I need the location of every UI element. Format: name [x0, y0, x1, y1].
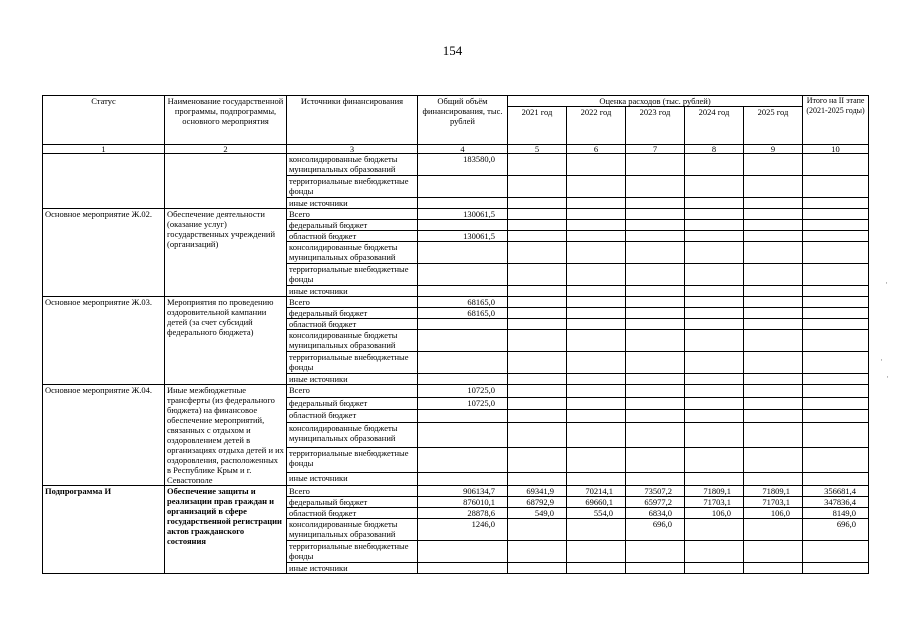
row-value-2024	[685, 286, 744, 297]
row-stage-total	[803, 297, 869, 308]
column-number: 1	[43, 145, 165, 154]
row-value-2024: 71703,1	[685, 497, 744, 508]
row-value-2024	[685, 448, 744, 473]
row-value-2024	[685, 563, 744, 574]
row-value-2025	[744, 410, 803, 423]
row-total	[418, 286, 508, 297]
row-value-2025	[744, 264, 803, 286]
row-value-2022	[567, 352, 626, 374]
table-row	[43, 209, 869, 220]
row-status: Основное мероприятие Ж.03.	[43, 297, 165, 385]
row-total	[418, 473, 508, 486]
row-value-2022	[567, 330, 626, 352]
row-value-2023	[626, 410, 685, 423]
row-value-2021	[508, 563, 567, 574]
row-value-2022	[567, 519, 626, 541]
row-value-2024	[685, 330, 744, 352]
row-stage-total	[803, 198, 869, 209]
scan-mark: ·	[880, 355, 883, 365]
row-status: Подпрограмма И	[43, 486, 165, 574]
row-value-2025	[744, 242, 803, 264]
row-value-2022	[567, 473, 626, 486]
row-source: территориальные внебюджетные фонды	[287, 264, 418, 286]
row-total: 130061,5	[418, 209, 508, 220]
row-value-2021	[508, 410, 567, 423]
row-value-2022: 554,0	[567, 508, 626, 519]
row-value-2023	[626, 209, 685, 220]
row-value-2023	[626, 308, 685, 319]
row-value-2024	[685, 209, 744, 220]
row-source: федеральный бюджет	[287, 220, 418, 231]
row-value-2022	[567, 198, 626, 209]
row-source: иные источники	[287, 374, 418, 385]
row-value-2023: 6834,0	[626, 508, 685, 519]
row-source: территориальные внебюджетные фонды	[287, 448, 418, 473]
row-total: 68165,0	[418, 308, 508, 319]
row-source: иные источники	[287, 473, 418, 486]
row-source: федеральный бюджет	[287, 397, 418, 410]
row-name	[165, 154, 287, 209]
row-value-2024	[685, 385, 744, 398]
row-status: Основное мероприятие Ж.02.	[43, 209, 165, 297]
row-total	[418, 352, 508, 374]
row-value-2023	[626, 563, 685, 574]
row-total	[418, 422, 508, 447]
row-name: Иные межбюджетные трансферты (из федерального бюджета) на финансовое обеспечение мероприятий, связанных с отдыхом и оздоровлением детей в организациях отдыха детей и их оздоровления, расположенных в Республике Крым и г. Севастополе	[165, 385, 287, 486]
row-value-2022	[567, 308, 626, 319]
row-stage-total	[803, 176, 869, 198]
page-number: 154	[442, 43, 463, 58]
row-stage-total	[803, 209, 869, 220]
row-source: Всего	[287, 297, 418, 308]
row-stage-total	[803, 422, 869, 447]
row-value-2021	[508, 422, 567, 447]
row-total: 68165,0	[418, 297, 508, 308]
row-total: 876010,1	[418, 497, 508, 508]
row-value-2024	[685, 410, 744, 423]
row-value-2022	[567, 231, 626, 242]
header-name: Наименование государственной программы, подпрограммы, основного мероприятия	[165, 96, 287, 145]
row-value-2025	[744, 297, 803, 308]
row-value-2024	[685, 242, 744, 264]
column-number: 6	[567, 145, 626, 154]
row-value-2021	[508, 385, 567, 398]
row-total	[418, 198, 508, 209]
row-value-2021	[508, 448, 567, 473]
row-value-2021	[508, 297, 567, 308]
header-status: Статус	[43, 96, 165, 145]
row-value-2025	[744, 286, 803, 297]
table-row	[43, 486, 869, 497]
row-stage-total	[803, 374, 869, 385]
row-source: консолидированные бюджеты муниципальных образований	[287, 242, 418, 264]
row-value-2021	[508, 397, 567, 410]
row-value-2025	[744, 473, 803, 486]
column-number: 8	[685, 145, 744, 154]
row-value-2023	[626, 198, 685, 209]
row-value-2024	[685, 220, 744, 231]
row-value-2025	[744, 220, 803, 231]
row-stage-total: 356681,4	[803, 486, 869, 497]
row-value-2023	[626, 319, 685, 330]
row-stage-total: 696,0	[803, 519, 869, 541]
row-value-2024	[685, 519, 744, 541]
row-source: иные источники	[287, 198, 418, 209]
row-source: областной бюджет	[287, 231, 418, 242]
row-value-2023	[626, 176, 685, 198]
row-value-2024	[685, 352, 744, 374]
table-row	[43, 385, 869, 398]
row-value-2021	[508, 308, 567, 319]
row-value-2025	[744, 308, 803, 319]
row-value-2022	[567, 154, 626, 176]
row-source: консолидированные бюджеты муниципальных образований	[287, 422, 418, 447]
row-value-2022	[567, 286, 626, 297]
row-value-2022	[567, 541, 626, 563]
table-row	[43, 154, 869, 176]
row-value-2025	[744, 231, 803, 242]
header-row-1	[43, 96, 869, 107]
row-value-2023	[626, 220, 685, 231]
row-value-2021	[508, 319, 567, 330]
header-stage-total: Итого на II этапе (2021-2025 годы)	[803, 96, 869, 145]
row-value-2021	[508, 374, 567, 385]
row-total	[418, 410, 508, 423]
row-value-2023	[626, 231, 685, 242]
row-value-2021: 69341,9	[508, 486, 567, 497]
row-total: 28878,6	[418, 508, 508, 519]
row-stage-total	[803, 397, 869, 410]
row-value-2023	[626, 264, 685, 286]
row-value-2025	[744, 352, 803, 374]
row-value-2025: 71809,1	[744, 486, 803, 497]
row-value-2024	[685, 422, 744, 447]
row-value-2023	[626, 330, 685, 352]
row-value-2024	[685, 541, 744, 563]
column-number: 5	[508, 145, 567, 154]
row-source: консолидированные бюджеты муниципальных образований	[287, 330, 418, 352]
row-stage-total	[803, 308, 869, 319]
row-value-2023	[626, 352, 685, 374]
row-name: Мероприятия по проведению оздоровительной кампании детей (за счет субсидий федерального бюджета)	[165, 297, 287, 385]
row-source: федеральный бюджет	[287, 497, 418, 508]
row-source: консолидированные бюджеты муниципальных образований	[287, 154, 418, 176]
row-value-2021	[508, 154, 567, 176]
row-value-2024	[685, 198, 744, 209]
row-total: 10725,0	[418, 385, 508, 398]
row-status	[43, 154, 165, 209]
row-value-2023	[626, 385, 685, 398]
row-stage-total	[803, 286, 869, 297]
column-number: 3	[287, 145, 418, 154]
column-number: 10	[803, 145, 869, 154]
row-name: Обеспечение деятельности (оказание услуг) государственных учреждений (организаций)	[165, 209, 287, 297]
row-total: 183580,0	[418, 154, 508, 176]
row-value-2025	[744, 330, 803, 352]
row-source: областной бюджет	[287, 508, 418, 519]
row-value-2022	[567, 448, 626, 473]
row-value-2023: 65977,2	[626, 497, 685, 508]
row-source: областной бюджет	[287, 319, 418, 330]
row-value-2025	[744, 209, 803, 220]
header-year-2023: 2023 год	[626, 107, 685, 145]
row-value-2021	[508, 330, 567, 352]
financing-table	[42, 95, 869, 574]
row-value-2025	[744, 374, 803, 385]
row-value-2025	[744, 448, 803, 473]
row-total	[418, 448, 508, 473]
scan-mark: ·	[886, 372, 889, 382]
row-value-2023	[626, 473, 685, 486]
column-number: 4	[418, 145, 508, 154]
row-source: территориальные внебюджетные фонды	[287, 352, 418, 374]
row-value-2024	[685, 308, 744, 319]
row-value-2021: 549,0	[508, 508, 567, 519]
row-value-2024	[685, 154, 744, 176]
row-value-2022: 70214,1	[567, 486, 626, 497]
row-value-2025	[744, 397, 803, 410]
row-value-2023	[626, 154, 685, 176]
row-stage-total	[803, 330, 869, 352]
row-value-2023	[626, 448, 685, 473]
row-value-2021	[508, 473, 567, 486]
header-sources: Источники финансирования	[287, 96, 418, 145]
row-value-2022	[567, 209, 626, 220]
header-year-2025: 2025 год	[744, 107, 803, 145]
row-stage-total	[803, 448, 869, 473]
row-value-2021	[508, 541, 567, 563]
financing-table-container	[42, 95, 868, 574]
row-value-2024	[685, 319, 744, 330]
row-source: консолидированные бюджеты муниципальных образований	[287, 519, 418, 541]
table-row	[43, 297, 869, 308]
row-source: областной бюджет	[287, 410, 418, 423]
row-value-2021: 68792,9	[508, 497, 567, 508]
row-value-2023	[626, 374, 685, 385]
row-value-2025	[744, 422, 803, 447]
row-stage-total	[803, 352, 869, 374]
row-value-2022	[567, 410, 626, 423]
row-value-2023	[626, 297, 685, 308]
row-total	[418, 242, 508, 264]
row-stage-total	[803, 231, 869, 242]
row-source: иные источники	[287, 286, 418, 297]
row-total	[418, 176, 508, 198]
row-stage-total	[803, 264, 869, 286]
row-stage-total: 8149,0	[803, 508, 869, 519]
column-number: 2	[165, 145, 287, 154]
row-value-2025	[744, 176, 803, 198]
row-stage-total	[803, 473, 869, 486]
row-stage-total	[803, 541, 869, 563]
row-value-2024: 106,0	[685, 508, 744, 519]
row-stage-total	[803, 385, 869, 398]
row-stage-total: 347836,4	[803, 497, 869, 508]
row-value-2022	[567, 264, 626, 286]
row-value-2023: 73507,2	[626, 486, 685, 497]
row-value-2023	[626, 286, 685, 297]
row-value-2023	[626, 242, 685, 264]
row-value-2022	[567, 422, 626, 447]
row-total: 1246,0	[418, 519, 508, 541]
row-value-2021	[508, 519, 567, 541]
row-total	[418, 374, 508, 385]
table-body	[43, 154, 869, 574]
row-value-2023	[626, 422, 685, 447]
row-value-2022	[567, 397, 626, 410]
row-value-2022	[567, 176, 626, 198]
row-source: территориальные внебюджетные фонды	[287, 541, 418, 563]
row-value-2025	[744, 563, 803, 574]
row-value-2021	[508, 209, 567, 220]
row-value-2021	[508, 198, 567, 209]
row-value-2023: 696,0	[626, 519, 685, 541]
header-estimate: Оценка расходов (тыс. рублей)	[508, 96, 803, 107]
row-value-2024	[685, 397, 744, 410]
row-status: Основное мероприятие Ж.04.	[43, 385, 165, 486]
row-total	[418, 319, 508, 330]
row-total: 10725,0	[418, 397, 508, 410]
row-stage-total	[803, 220, 869, 231]
row-source: Всего	[287, 486, 418, 497]
row-value-2022	[567, 563, 626, 574]
row-value-2023	[626, 397, 685, 410]
row-value-2022	[567, 385, 626, 398]
row-name: Обеспечение защиты и реализации прав граждан и организаций в сфере государственной регистрации актов гражданского состояния	[165, 486, 287, 574]
row-value-2022	[567, 319, 626, 330]
column-numbers-row	[43, 145, 869, 154]
row-total	[418, 330, 508, 352]
row-value-2021	[508, 176, 567, 198]
row-value-2024	[685, 176, 744, 198]
row-value-2025	[744, 319, 803, 330]
header-year-2024: 2024 год	[685, 107, 744, 145]
row-value-2021	[508, 242, 567, 264]
row-value-2022	[567, 220, 626, 231]
row-stage-total	[803, 410, 869, 423]
row-total: 130061,5	[418, 231, 508, 242]
row-value-2021	[508, 286, 567, 297]
header-year-2021: 2021 год	[508, 107, 567, 145]
row-value-2024	[685, 297, 744, 308]
header-total: Общий объём финансирования, тыс. рублей	[418, 96, 508, 145]
row-value-2024	[685, 231, 744, 242]
header-year-2022: 2022 год	[567, 107, 626, 145]
row-source: территориальные внебюджетные фонды	[287, 176, 418, 198]
row-value-2024: 71809,1	[685, 486, 744, 497]
row-value-2025	[744, 519, 803, 541]
row-value-2021	[508, 220, 567, 231]
row-total: 906134,7	[418, 486, 508, 497]
row-value-2025: 106,0	[744, 508, 803, 519]
row-stage-total	[803, 563, 869, 574]
column-number: 7	[626, 145, 685, 154]
row-stage-total	[803, 319, 869, 330]
row-value-2022	[567, 374, 626, 385]
row-stage-total	[803, 154, 869, 176]
row-value-2022	[567, 297, 626, 308]
row-value-2021	[508, 264, 567, 286]
row-value-2025	[744, 541, 803, 563]
row-value-2024	[685, 473, 744, 486]
row-value-2025	[744, 385, 803, 398]
row-value-2025: 71703,1	[744, 497, 803, 508]
row-stage-total	[803, 242, 869, 264]
row-total	[418, 264, 508, 286]
row-value-2025	[744, 154, 803, 176]
row-value-2023	[626, 541, 685, 563]
row-total	[418, 220, 508, 231]
row-value-2024	[685, 264, 744, 286]
row-total	[418, 541, 508, 563]
row-source: иные источники	[287, 563, 418, 574]
row-value-2021	[508, 352, 567, 374]
row-value-2025	[744, 198, 803, 209]
row-value-2022	[567, 242, 626, 264]
row-value-2024	[685, 374, 744, 385]
row-source: федеральный бюджет	[287, 308, 418, 319]
row-total	[418, 563, 508, 574]
row-source: Всего	[287, 385, 418, 398]
scan-mark: ·	[885, 278, 888, 288]
column-number: 9	[744, 145, 803, 154]
row-value-2021	[508, 231, 567, 242]
row-source: Всего	[287, 209, 418, 220]
row-value-2022: 69660,1	[567, 497, 626, 508]
